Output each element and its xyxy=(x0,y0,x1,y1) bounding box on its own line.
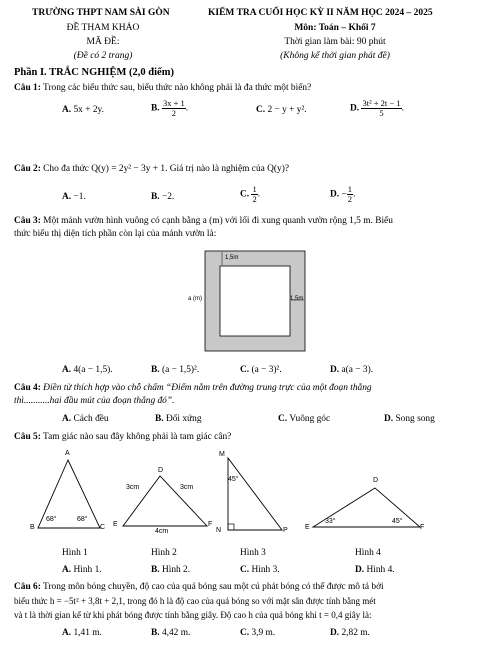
garden-inner xyxy=(220,266,290,336)
school-name: TRƯỜNG THPT NAM SÀI GÒN xyxy=(32,8,170,18)
subject: Môn: Toán – Khối 7 xyxy=(294,23,376,33)
q6-option-d[interactable]: D. 2,82 m. xyxy=(330,628,370,638)
q1-option-a[interactable]: A. 5x + 2y. xyxy=(62,105,104,115)
question-4: Câu 4: Điền từ thích hợp vào chỗ chấm “Điểm nằm trên đường trung trực của một đoạn thẳng xyxy=(14,383,372,393)
doc-type: ĐỀ THAM KHẢO xyxy=(66,23,140,33)
q3-option-d[interactable]: D. a(a − 3). xyxy=(330,365,374,375)
q5-option-d[interactable]: D. Hình 4. xyxy=(355,565,395,575)
question-3: Câu 3: Một mảnh vườn hình vuông có cạnh bằng a (m) với lối đi xung quanh vườn rộng 1,5 m. Biểu xyxy=(14,216,393,226)
q3-option-c[interactable]: C. (a − 3)². xyxy=(240,365,282,375)
q2-option-c[interactable]: C. $\frac{1}{2}$ . xyxy=(240,184,261,204)
time-limit: Thời gian làm bài: 90 phút xyxy=(284,37,386,47)
question-1 xyxy=(14,82,311,94)
q2-option-d[interactable]: D. − $\frac{1}{2}$ . xyxy=(330,184,356,204)
q3-option-a[interactable]: A. 4(a − 1,5). xyxy=(62,365,113,375)
q4-option-d[interactable]: D. Song song xyxy=(384,414,435,424)
q5-option-b[interactable]: B. Hình 2. xyxy=(151,565,191,575)
question-6: Câu 6: Trong môn bóng chuyền, độ cao của quả bóng sau một cú phát bóng có thể được mô tả bởi xyxy=(14,582,384,592)
caption-1: Hình 1 xyxy=(62,548,88,558)
q4-option-c[interactable]: C. Vuông góc xyxy=(278,414,331,424)
time-note: (Không kể thời gian phát đề) xyxy=(280,51,390,61)
q6-option-b[interactable]: B. 4,42 m. xyxy=(151,628,191,638)
q3-text-2: thức biểu thị diện tích phần còn lại của mảnh vườn là: xyxy=(14,229,217,239)
caption-2: Hình 2 xyxy=(151,548,177,558)
triangle-figure-4 xyxy=(305,480,425,535)
fig-left-label: a (m) xyxy=(188,296,202,302)
q6-text-2: biểu thức h = −5t² + 3,8t + 2,1, trong đó h là độ cao của quả bóng so với mặt sân được tính bằng mét xyxy=(14,596,376,606)
q3-option-b[interactable]: B. (a − 1,5)². xyxy=(151,365,200,375)
q4-text-2: thì...........hai đầu mút của đoạn thẳng đó”. xyxy=(14,396,175,406)
caption-4: Hình 4 xyxy=(355,548,381,558)
q6-option-c[interactable]: C. 3,9 m. xyxy=(240,628,276,638)
fig-right-label: 1,5m xyxy=(290,296,304,302)
page-count: (Đề có 2 trang) xyxy=(73,51,133,61)
q4-option-b[interactable]: B. Đối xứng xyxy=(155,414,202,424)
q2-option-b[interactable]: B. −2. xyxy=(151,192,175,202)
exam-code: MÃ ĐỀ: xyxy=(86,37,120,47)
q2-option-a[interactable]: A. −1. xyxy=(62,192,86,202)
q1-option-b[interactable]: B. $\frac{3x + 1}{2}$ . xyxy=(151,98,189,118)
garden-figure xyxy=(200,248,310,358)
caption-3: Hình 3 xyxy=(240,548,266,558)
triangle-figure-1 xyxy=(30,450,110,536)
q5-option-c[interactable]: C. Hình 3. xyxy=(240,565,280,575)
q1-option-d[interactable]: D. $\frac{\text{3t² + 2t − 1}}{5}$ . xyxy=(350,98,404,118)
triangle-figure-3 xyxy=(220,450,290,540)
q1-option-c[interactable]: C. 2 − y + y². xyxy=(256,105,307,115)
q1-label: Câu 1: xyxy=(14,83,41,93)
q6-text-3: và t là thời gian kể từ khi phát bóng được tính bằng giây. Độ cao h của quả bóng khi t = 0,4 giây là: xyxy=(14,610,372,620)
question-5: Câu 5: Tam giác nào sau đây không phải là tam giác cân? xyxy=(14,432,232,442)
q1-text: Trong các biểu thức sau, biểu thức nào không phải là đa thức một biến? xyxy=(43,83,312,93)
exam-title: KIỂM TRA CUỐI HỌC KỲ II NĂM HỌC 2024 – 2025 xyxy=(208,8,433,18)
q4-option-a[interactable]: A. Cách đều xyxy=(62,414,109,424)
q6-option-a[interactable]: A. 1,41 m. xyxy=(62,628,102,638)
section-title: Phần I. TRẮC NGHIỆM (2,0 điểm) xyxy=(14,67,174,78)
fig-top-label: 1,5m xyxy=(225,255,239,261)
question-2: Câu 2: Cho đa thức Q(y) = 2y² − 3y + 1. Giá trị nào là nghiệm của Q(y)? xyxy=(14,164,290,174)
q5-option-a[interactable]: A. Hình 1. xyxy=(62,565,102,575)
